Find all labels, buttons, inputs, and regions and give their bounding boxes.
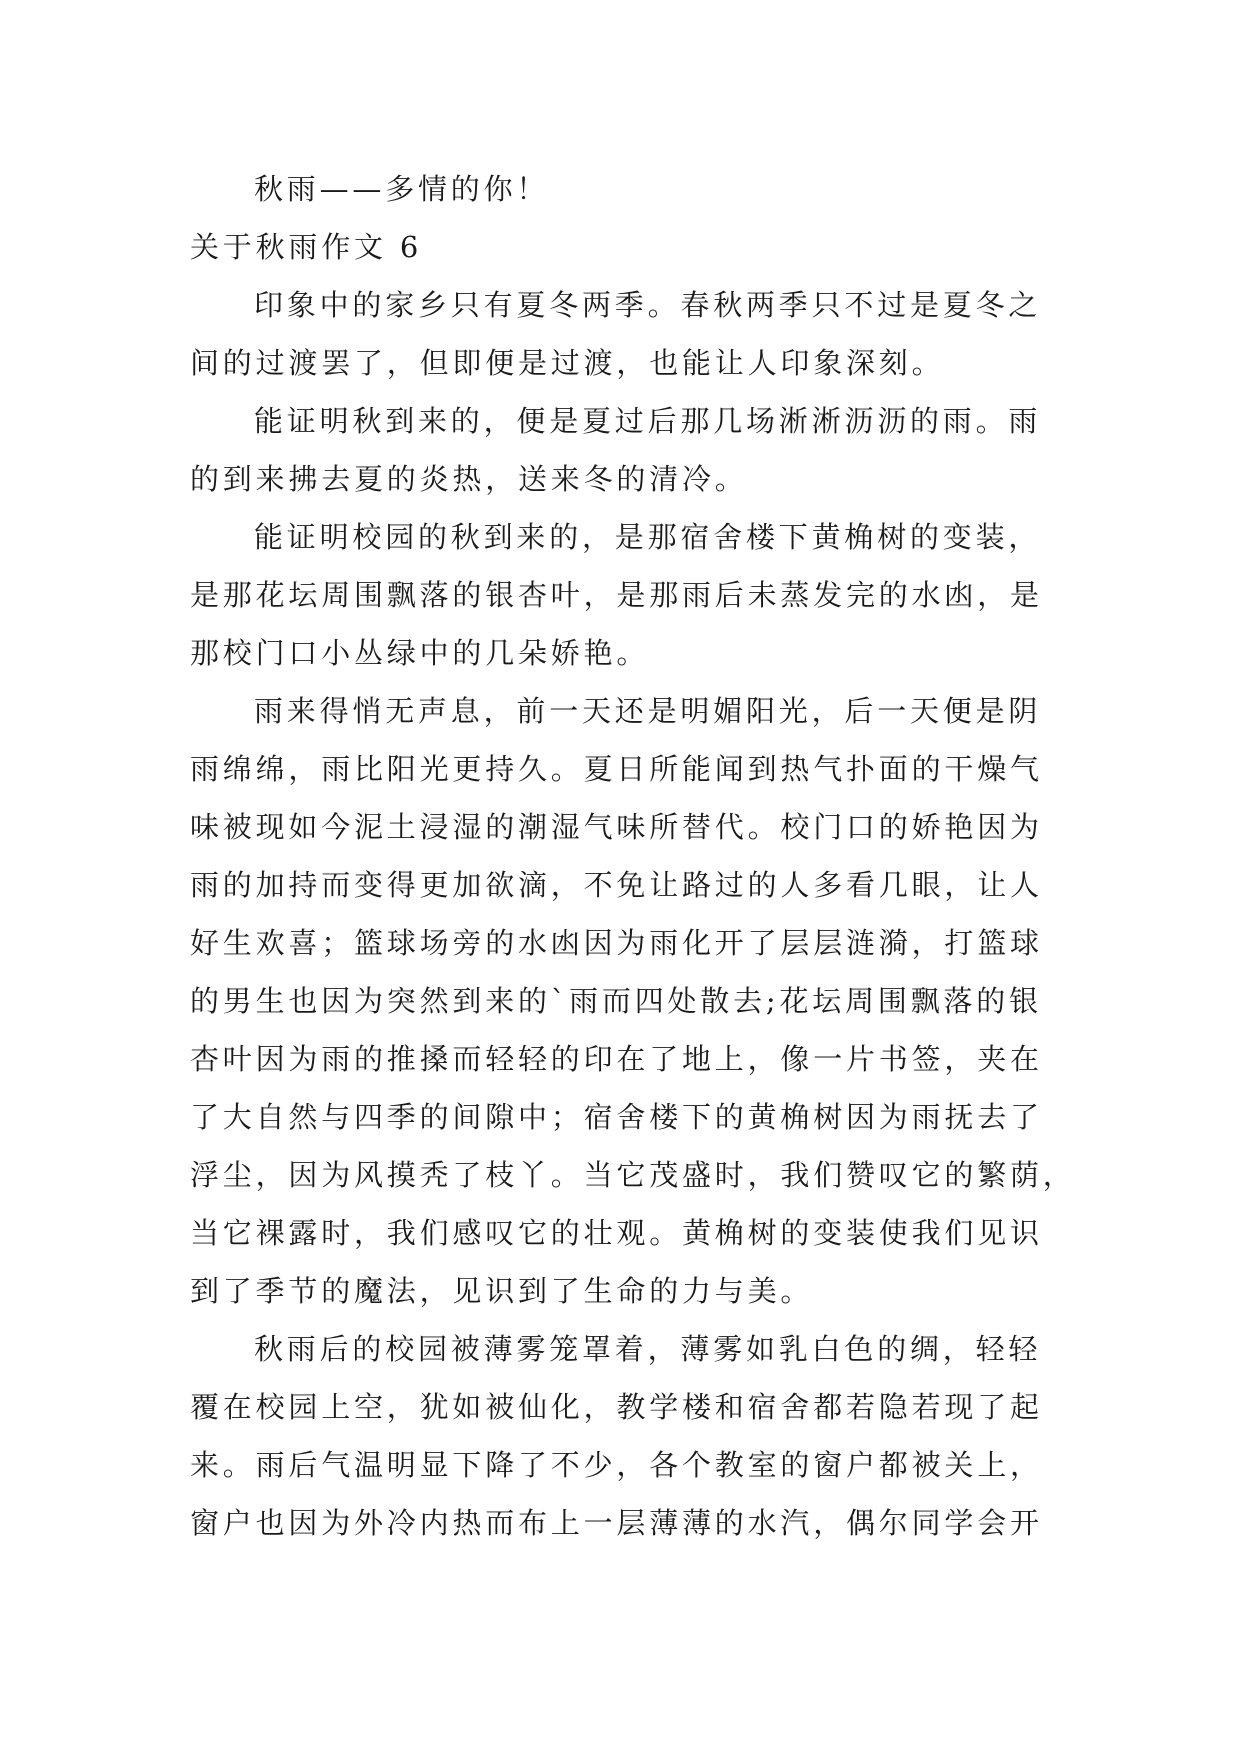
paragraph-line: 的男生也因为突然到来的`雨而四处散去;花坛周围飘落的银 — [190, 984, 1042, 1018]
paragraph — [190, 508, 1060, 682]
paragraph-line: 好生欢喜；篮球场旁的水凼因为雨化开了层层涟漪，打篮球 — [190, 926, 1043, 960]
paragraph-line: 的到来拂去夏的炎热，送来冬的清冷。 — [190, 462, 748, 496]
paragraph-line: 雨的加持而变得更加欲滴，不免让路过的人多看几眼，让人 — [190, 868, 1043, 902]
paragraph-line: 覆在校园上空，犹如被仙化，教学楼和宿舍都若隐若现了起 — [190, 1390, 1043, 1424]
paragraph-line: 秋雨后的校园被薄雾笼罩着，薄雾如乳白色的绸，轻轻 — [254, 1332, 1042, 1366]
paragraph-line: 杏叶因为雨的推搡而轻轻的印在了地上，像一片书签，夹在 — [190, 1042, 1043, 1076]
paragraph-line: 味被现如今泥土浸湿的潮湿气味所替代。校门口的娇艳因为 — [190, 810, 1043, 844]
document-body — [190, 160, 1076, 1552]
paragraph-line: 印象中的家乡只有夏冬两季。春秋两季只不过是夏冬之 — [254, 288, 1042, 322]
closing-line: 秋雨——多情的你！ — [254, 172, 550, 206]
essay-heading: 关于秋雨作文 6 — [190, 230, 423, 264]
paragraph — [190, 392, 1060, 508]
paragraph — [190, 682, 1076, 1320]
paragraph-line: 浮尘，因为风摸秃了枝丫。当它茂盛时，我们赞叹它的繁荫， — [190, 1158, 1076, 1192]
paragraph — [190, 1320, 1060, 1552]
paragraph-line: 能证明校园的秋到来的，是那宿舍楼下黄桷树的变装， — [254, 520, 1042, 554]
paragraph-line: 到了季节的魔法，见识到了生命的力与美。 — [190, 1274, 814, 1308]
paragraph-line: 是那花坛周围飘落的银杏叶，是那雨后未蒸发完的水凼，是 — [190, 578, 1043, 612]
paragraph-line: 了大自然与四季的间隙中；宿舍楼下的黄桷树因为雨抚去了 — [190, 1100, 1043, 1134]
paragraph-line: 雨绵绵，雨比阳光更持久。夏日所能闻到热气扑面的干燥气 — [190, 752, 1043, 786]
paragraph-line: 窗户也因为外冷内热而布上一层薄薄的水汽，偶尔同学会开 — [190, 1506, 1043, 1540]
paragraph-line: 来。雨后气温明显下降了不少，各个教室的窗户都被关上， — [190, 1448, 1043, 1482]
paragraph-line: 当它裸露时，我们感叹它的壮观。黄桷树的变装使我们见识 — [190, 1216, 1043, 1250]
paragraph-line: 间的过渡罢了，但即便是过渡，也能让人印象深刻。 — [190, 346, 945, 380]
paragraph — [190, 276, 1060, 392]
paragraph-line: 雨来得悄无声息，前一天还是明媚阳光，后一天便是阴 — [254, 694, 1042, 728]
paragraph-line: 能证明秋到来的，便是夏过后那几场淅淅沥沥的雨。雨 — [254, 404, 1042, 438]
paragraph-line: 那校门口小丛绿中的几朵娇艳。 — [190, 636, 650, 670]
